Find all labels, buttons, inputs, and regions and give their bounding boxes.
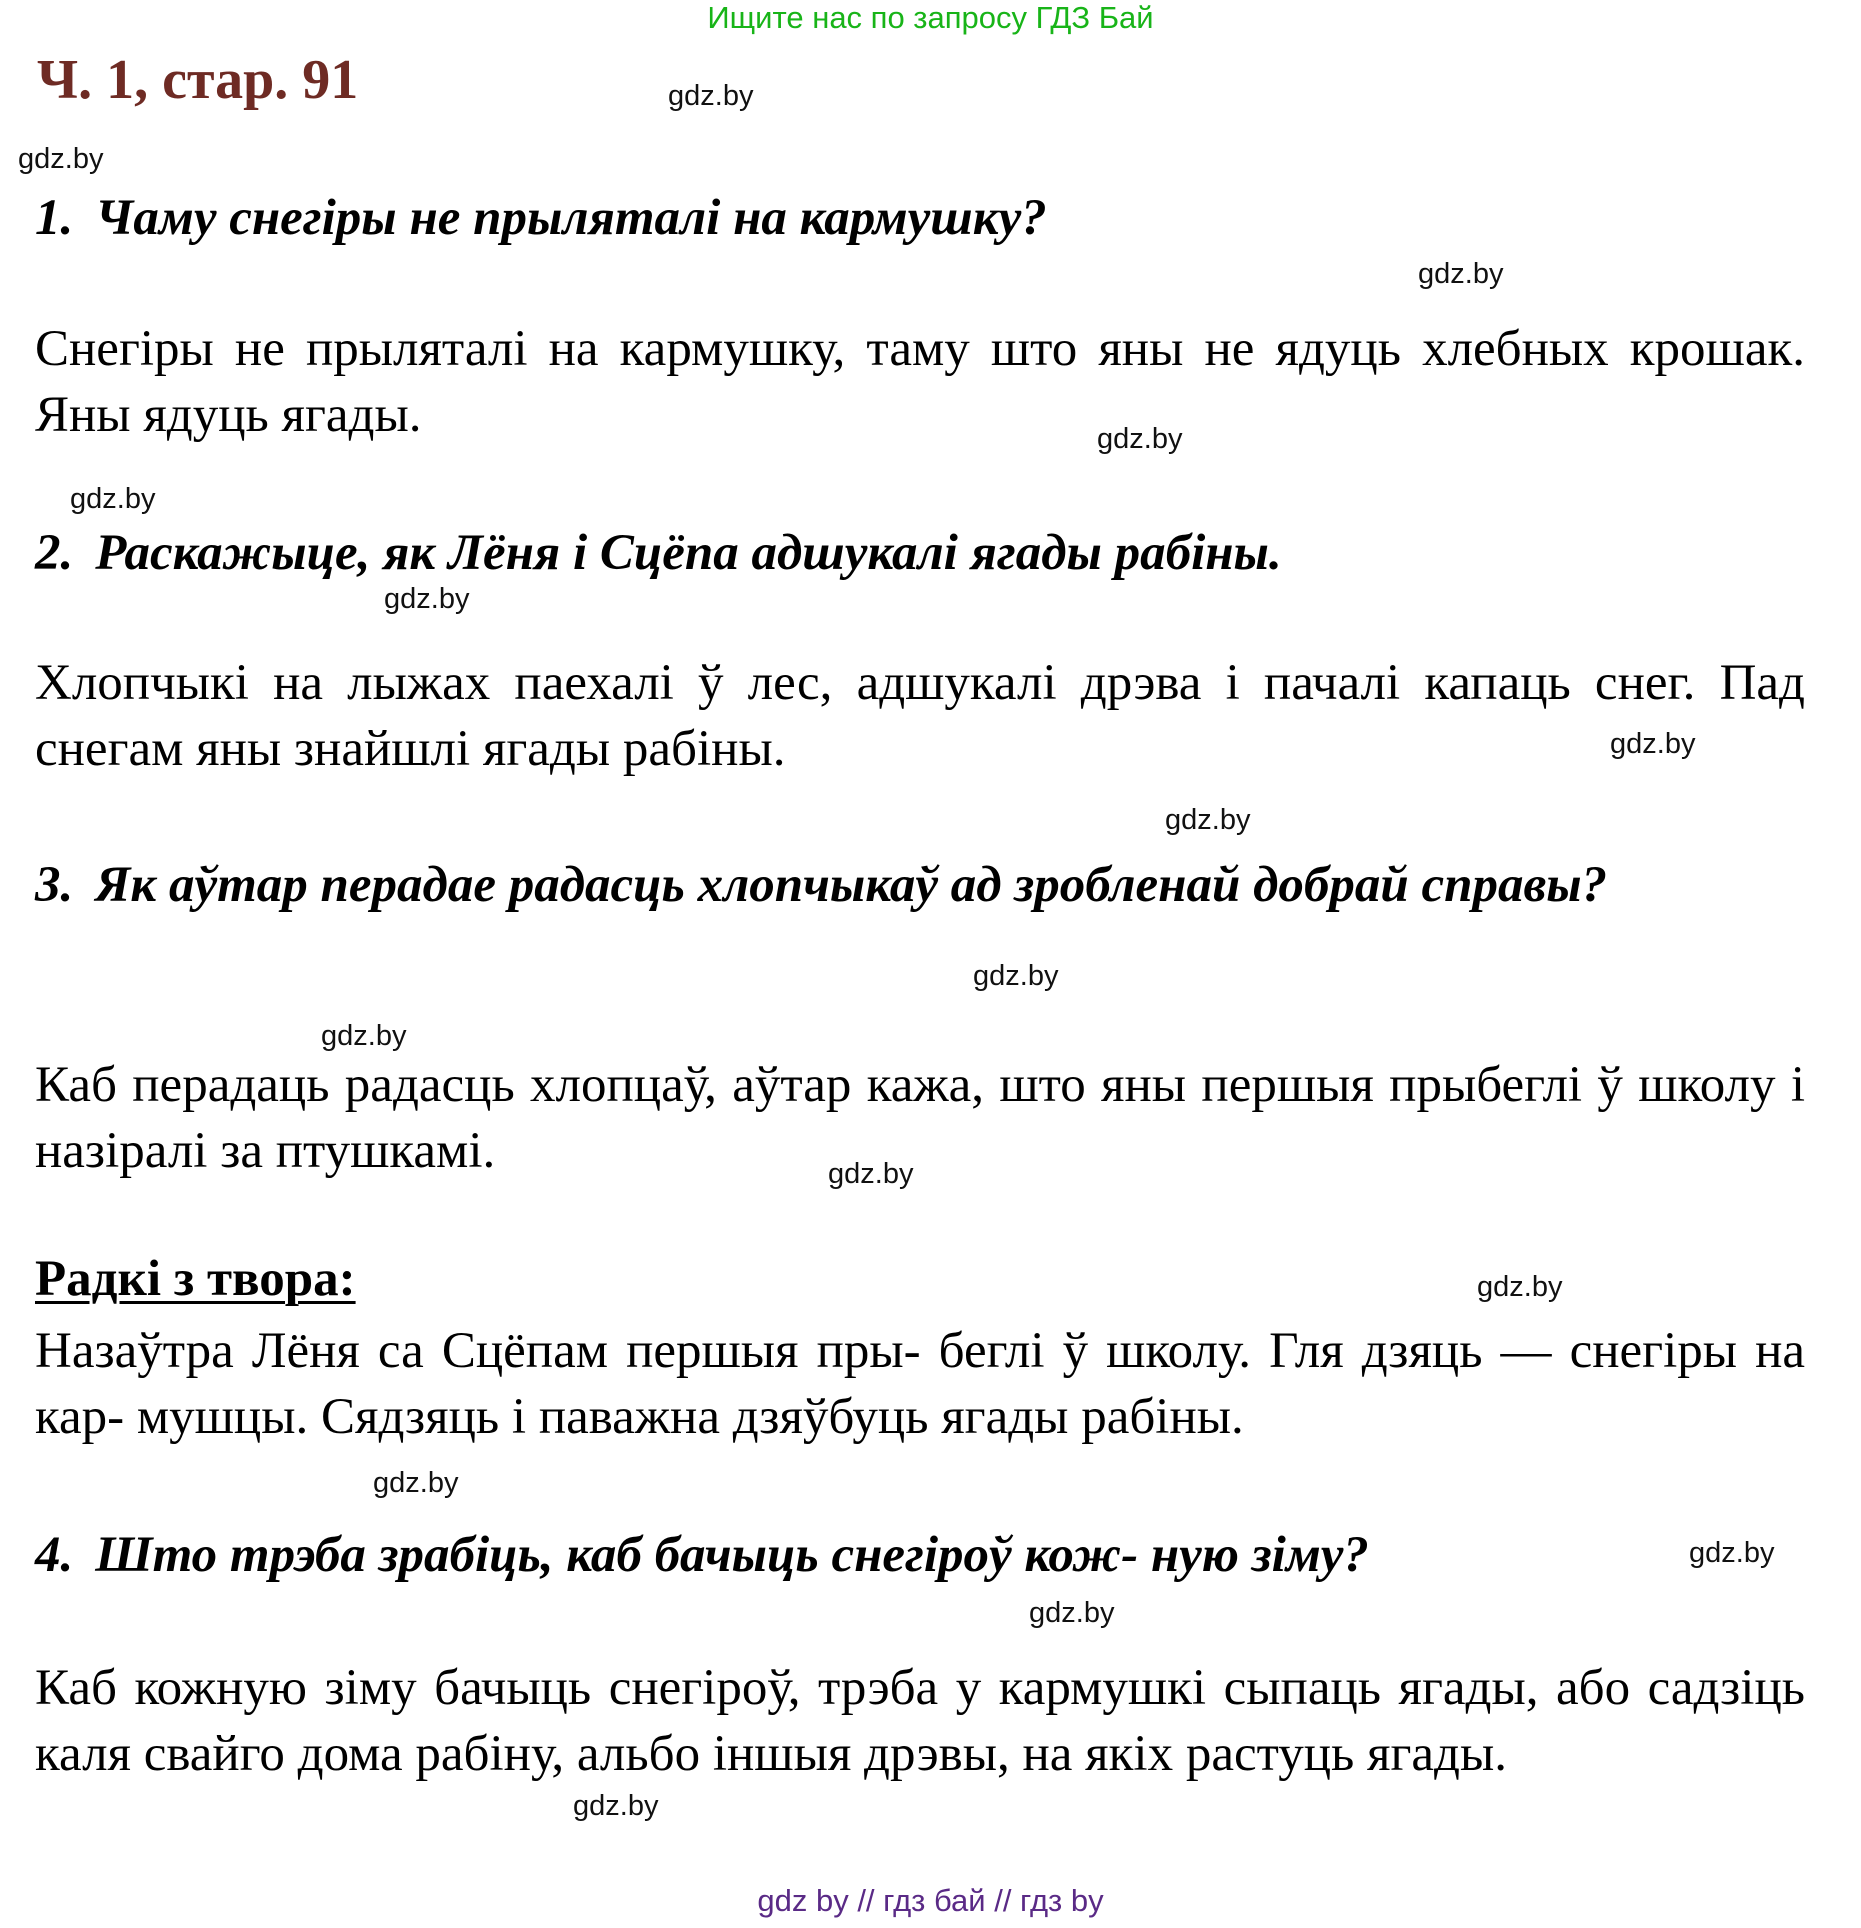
watermark: gdz.by bbox=[1097, 423, 1183, 455]
watermark: gdz.by bbox=[1477, 1271, 1563, 1303]
watermark: gdz.by bbox=[973, 960, 1059, 992]
question-text: Раскажыце, як Лёня і Сцёпа адшукалі ягады рабіны. bbox=[95, 525, 1282, 581]
question-2 bbox=[35, 520, 1805, 586]
watermark: gdz.by bbox=[373, 1467, 459, 1499]
watermark: gdz.by bbox=[1418, 258, 1504, 290]
top-banner: Ищите нас по запросу ГДЗ Бай bbox=[707, 0, 1154, 35]
question-number: 4. bbox=[35, 1527, 74, 1583]
question-number: 1. bbox=[35, 190, 74, 246]
watermark: gdz.by bbox=[70, 483, 156, 515]
question-text: Як аўтар перадае радасць хлопчыкаў ад зробленай добрай справы? bbox=[95, 857, 1608, 913]
watermark: gdz.by bbox=[668, 80, 754, 112]
watermark: gdz.by bbox=[828, 1158, 914, 1190]
footer: gdz by // гдз бай // гдз by bbox=[757, 1883, 1104, 1918]
watermark: gdz.by bbox=[573, 1790, 659, 1822]
answer-2: Хлопчыкі на лыжах паехалі ў лес, адшукалі дрэва і пачалі капаць снег. Пад снегам яны знайшлі ягады рабіны. bbox=[35, 655, 1805, 777]
watermark: gdz.by bbox=[1165, 804, 1251, 836]
watermark: gdz.by bbox=[1610, 728, 1696, 760]
watermark: gdz.by bbox=[18, 143, 104, 175]
watermark: gdz.by bbox=[321, 1020, 407, 1052]
watermark: gdz.by bbox=[384, 583, 470, 615]
question-number: 3. bbox=[35, 857, 74, 913]
question-3 bbox=[35, 852, 1805, 918]
excerpt-heading: Радкі з твора: bbox=[35, 1251, 356, 1307]
watermark: gdz.by bbox=[1029, 1597, 1115, 1629]
answer-1: Снегіры не прыляталі на кармушку, таму што яны не ядуць хлебных крошак. Яны ядуць ягады. bbox=[35, 321, 1805, 443]
question-4 bbox=[35, 1522, 1805, 1588]
question-text: Чаму снегіры не прыляталі на кармушку? bbox=[95, 190, 1047, 246]
page-title: Ч. 1, стар. 91 bbox=[37, 49, 359, 111]
question-number: 2. bbox=[35, 525, 74, 581]
excerpt-text: Назаўтра Лёня са Сцёпам першыя пры- беглі ў школу. Гля дзяць — снегіры на кар- мушцы. Сядзяць і паважна дзяўбуць ягады рабіны. bbox=[35, 1323, 1805, 1445]
watermark: gdz.by bbox=[1689, 1537, 1775, 1569]
question-text: Што трэба зрабіць, каб бачыць снегіроў кож- ную зіму? bbox=[95, 1527, 1369, 1583]
answer-3: Каб перадаць радасць хлопцаў, аўтар кажа, што яны першыя прыбеглі ў школу і назіралі за птушкамі. bbox=[35, 1057, 1805, 1179]
question-1 bbox=[35, 185, 1805, 251]
answer-4: Каб кожную зіму бачыць снегіроў, трэба у кармушкі сыпаць ягады, або садзіць каля свайго дома рабіну, альбо іншыя дрэвы, на якіх растуць ягады. bbox=[35, 1660, 1805, 1782]
